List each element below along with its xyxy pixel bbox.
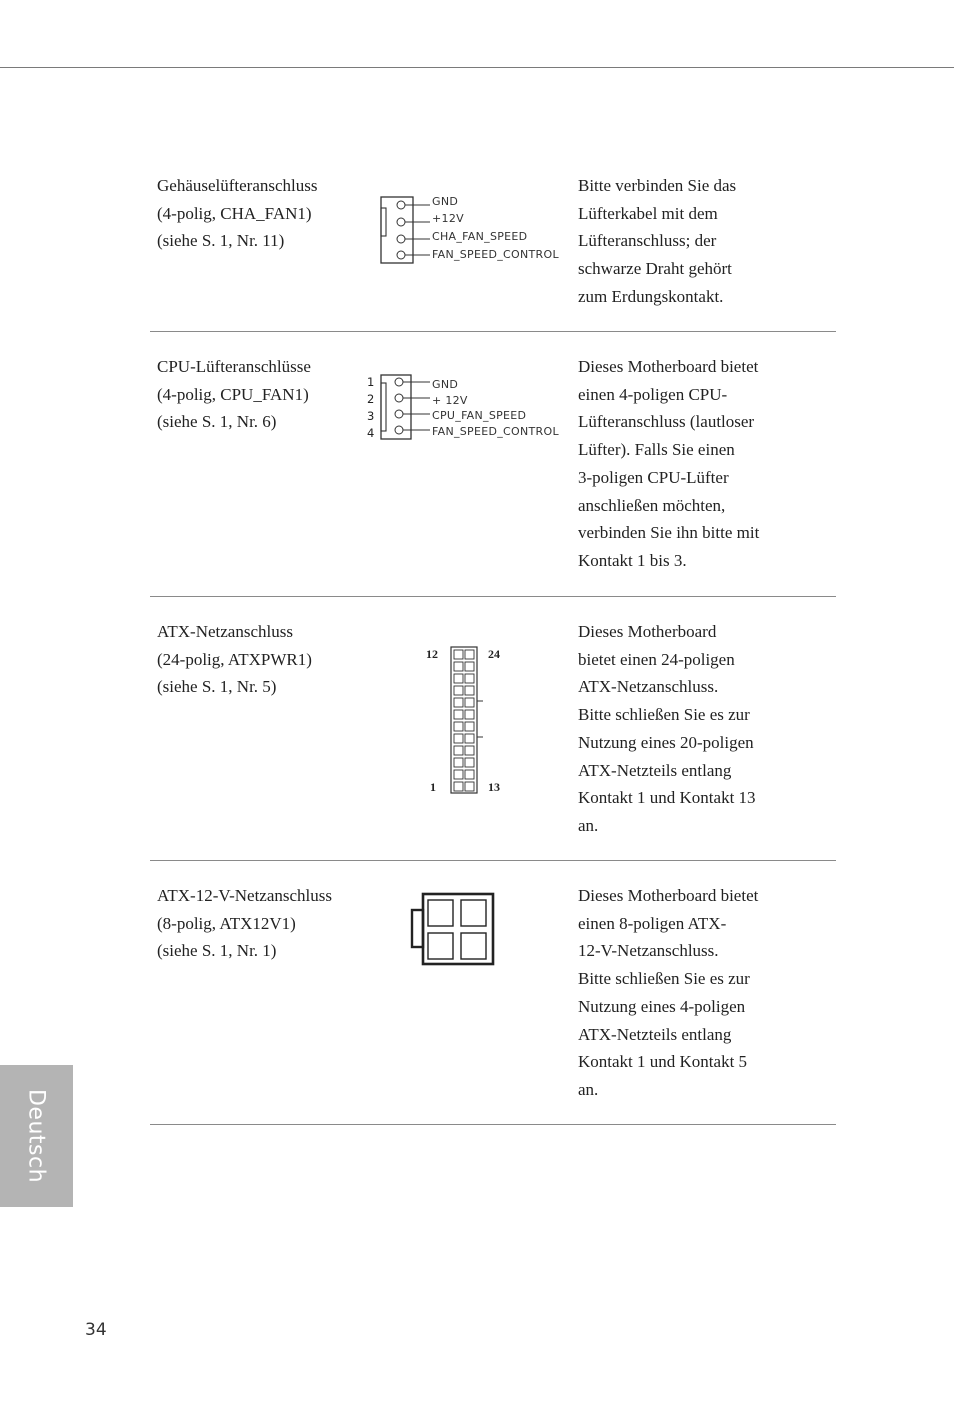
atx-pin-number-24: 24 xyxy=(488,647,500,661)
row-atx-power xyxy=(150,618,836,848)
cpu-fan-title: CPU-Lüfteranschlüsse (4-polig, CPU_FAN1) (siehe S. 1, Nr. 6) xyxy=(157,357,311,432)
cpu-pin-4-label: FAN_SPEED_CONTROL xyxy=(432,425,559,438)
divider xyxy=(150,1124,836,1125)
atx-24pin-cells xyxy=(454,650,474,791)
cha-pin-1-label: GND xyxy=(432,195,459,208)
atx-power-description: Dieses Motherboard bietet einen 24-poligen ATX-Netzanschluss. Bitte schließen Sie es zur Nutzung eines 20-poligen ATX-Netzteils entlang Kontakt 1 und Kontakt 13 an. xyxy=(578,622,756,835)
atx-power-title: ATX-Netzanschluss (24-polig, ATXPWR1) (siehe S. 1, Nr. 5) xyxy=(157,622,312,697)
atx-12v-description: Dieses Motherboard bietet einen 8-poligen ATX- 12-V-Netzanschluss. Bitte schließen Sie es zur Nutzung eines 4-poligen ATX-Netzteils entlang Kontakt 1 und Kontakt 5 an. xyxy=(578,886,759,1099)
atx-pin-number-13: 13 xyxy=(488,780,500,794)
atx-pin-number-12: 12 xyxy=(426,647,438,661)
divider xyxy=(150,596,836,597)
divider xyxy=(150,860,836,861)
cpu-fan-diagram xyxy=(362,373,582,453)
cpu-pin-number-3: 3 xyxy=(367,409,375,423)
row-atx-12v xyxy=(150,882,836,1112)
atx-12v-diagram xyxy=(408,890,508,980)
cpu-pin-2-label: + 12V xyxy=(432,394,468,407)
cha-pin-3-label: CHA_FAN_SPEED xyxy=(432,230,528,243)
cpu-fan-description: Dieses Motherboard bietet einen 4-poligen CPU- Lüfteranschluss (lautloser Lüfter). Falls Sie einen 3-poligen CPU-Lüfter anschließen möchten, verbinden Sie ihn bitte mit Kontakt 1 bis 3. xyxy=(578,357,760,570)
atx-12v-title: ATX-12-V-Netzanschluss (8-polig, ATX12V1) (siehe S. 1, Nr. 1) xyxy=(157,886,333,961)
cha-fan-description: Bitte verbinden Sie das Lüfterkabel mit dem Lüfteranschluss; der schwarze Draht gehört zum Erdungskontakt. xyxy=(578,176,737,306)
cha-fan-title: Gehäuselüfteranschluss (4-polig, CHA_FAN1) (siehe S. 1, Nr. 11) xyxy=(157,176,318,251)
cpu-pin-3-label: CPU_FAN_SPEED xyxy=(432,409,527,422)
atx-pin-number-1: 1 xyxy=(430,780,436,794)
row-cha-fan xyxy=(150,172,836,322)
row-cpu-fan xyxy=(150,353,836,583)
page-number: 34 xyxy=(85,1320,107,1340)
cha-pin-4-label: FAN_SPEED_CONTROL xyxy=(432,248,559,261)
cha-fan-diagram xyxy=(375,194,575,274)
cpu-fan-pins xyxy=(395,378,430,434)
cha-pin-2-label: +12V xyxy=(432,212,464,225)
cpu-pin-number-2: 2 xyxy=(367,392,375,406)
cpu-pin-1-label: GND xyxy=(432,378,459,391)
atx-24pin-diagram xyxy=(420,643,540,803)
cpu-pin-number-1: 1 xyxy=(367,375,375,389)
top-rule xyxy=(0,67,954,68)
language-tab xyxy=(0,1065,73,1207)
language-tab-label: Deutsch xyxy=(23,1088,49,1184)
divider xyxy=(150,331,836,332)
atx-12v-cells xyxy=(428,900,486,959)
cpu-pin-number-4: 4 xyxy=(367,426,375,440)
